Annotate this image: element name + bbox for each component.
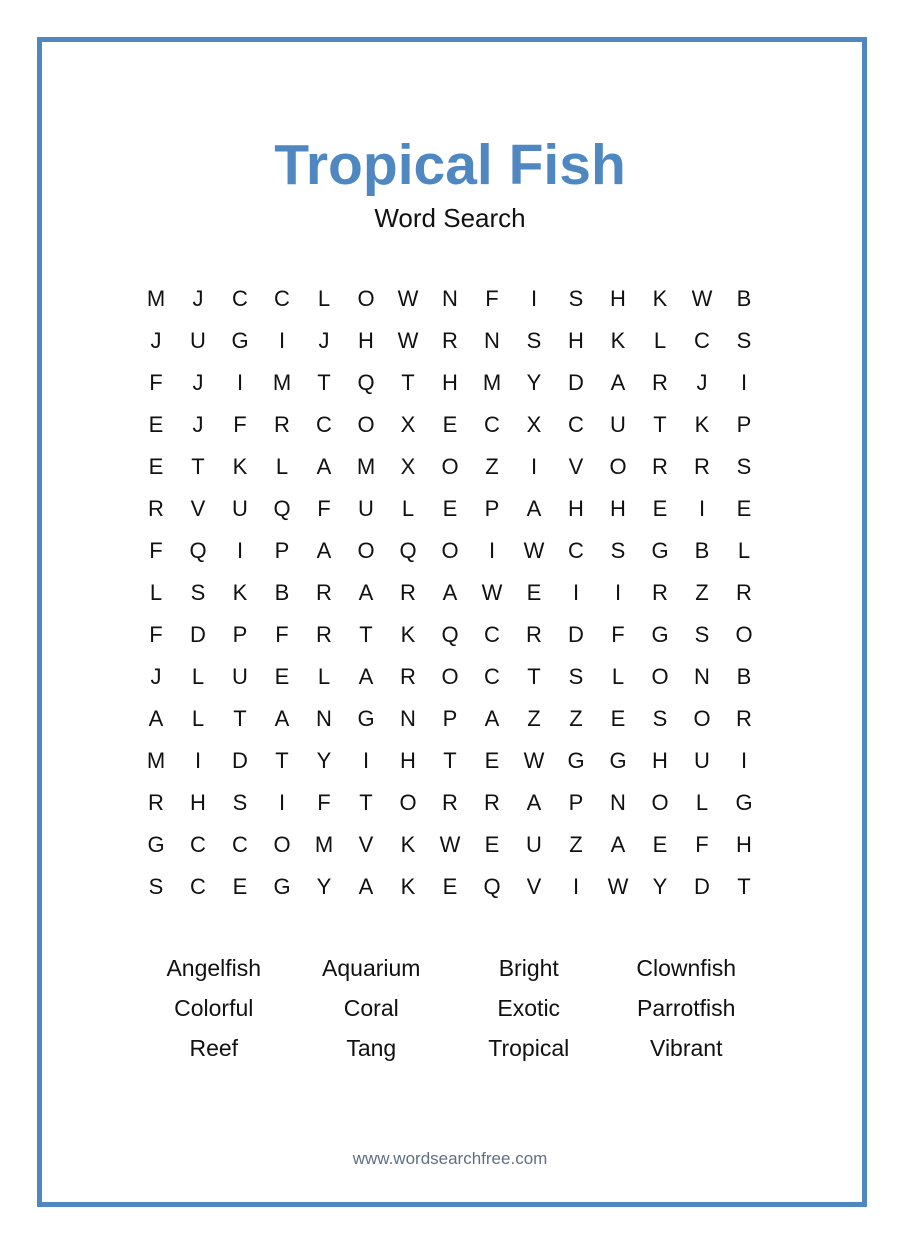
grid-letter: C [568, 412, 584, 437]
grid-letter: D [694, 874, 710, 899]
grid-letter: L [191, 664, 205, 689]
grid-letter: X [400, 412, 416, 437]
grid-letter: C [568, 538, 584, 563]
grid-letter: Y [526, 370, 542, 395]
grid-letter: Q [189, 538, 207, 563]
word-list-item: Vibrant [650, 1034, 723, 1061]
grid-letter: S [568, 664, 584, 689]
grid-letter: Y [316, 874, 332, 899]
grid-letter: C [190, 874, 206, 899]
grid-letter: R [652, 370, 668, 395]
grid-letter: T [233, 706, 247, 731]
grid-letter: T [653, 412, 667, 437]
grid-letter: R [316, 622, 332, 647]
grid-letter: R [652, 580, 668, 605]
grid-letter: Q [441, 622, 459, 647]
grid-letter: A [526, 790, 542, 815]
grid-letter: E [736, 496, 752, 521]
grid-letter: M [272, 370, 292, 395]
grid-letter: O [441, 664, 459, 689]
grid-letter: I [740, 370, 748, 395]
grid-letter: G [651, 622, 669, 647]
grid-letter: A [484, 706, 500, 731]
grid-letter: G [231, 328, 249, 353]
grid-letter: F [149, 622, 163, 647]
grid-letter: H [736, 832, 752, 857]
word-list-item: Angelfish [166, 954, 262, 981]
grid-letter: R [442, 328, 458, 353]
grid-letter: C [484, 622, 500, 647]
grid-letter: C [484, 664, 500, 689]
grid-letter: U [232, 496, 248, 521]
grid-letter: T [191, 454, 205, 479]
grid-letter: W [397, 328, 419, 353]
grid-letter: P [442, 706, 458, 731]
grid-letter: C [274, 286, 290, 311]
grid-letter: R [316, 580, 332, 605]
grid-letter: M [314, 832, 334, 857]
grid-letter: I [236, 370, 244, 395]
grid-letter: B [694, 538, 710, 563]
grid-letter: C [694, 328, 710, 353]
grid-letter: P [736, 412, 752, 437]
grid-letter: K [232, 580, 248, 605]
grid-letter: S [652, 706, 668, 731]
grid-letter: I [194, 748, 202, 773]
grid-letter: U [610, 412, 626, 437]
grid-letter: O [693, 706, 711, 731]
grid-letter: R [148, 790, 164, 815]
grid-letter: E [148, 454, 164, 479]
letter-grid [135, 278, 765, 908]
grid-letter: H [358, 328, 374, 353]
footer-url: www.wordsearchfree.com [352, 1149, 548, 1168]
grid-letter: B [736, 286, 752, 311]
grid-letter: O [651, 664, 669, 689]
grid-letter: S [526, 328, 542, 353]
grid-letter: L [611, 664, 625, 689]
grid-letter: I [236, 538, 244, 563]
word-list-item: Coral [343, 994, 399, 1021]
grid-letter: R [400, 580, 416, 605]
grid-letter: N [694, 664, 710, 689]
grid-letter: H [652, 748, 668, 773]
grid-letter: L [653, 328, 667, 353]
grid-letter: H [400, 748, 416, 773]
grid-letter: H [442, 370, 458, 395]
grid-letter: U [232, 664, 248, 689]
grid-letter: F [149, 538, 163, 563]
grid-letter: E [442, 874, 458, 899]
grid-letter: J [192, 412, 204, 437]
grid-letter: S [610, 538, 626, 563]
grid-letter: E [442, 496, 458, 521]
grid-letter: S [568, 286, 584, 311]
word-list-item: Tang [346, 1034, 397, 1061]
grid-letter: W [481, 580, 503, 605]
word-list-item: Colorful [174, 994, 254, 1021]
grid-letter: E [526, 580, 542, 605]
grid-letter: W [607, 874, 629, 899]
grid-letter: R [736, 706, 752, 731]
page-title: Tropical Fish [274, 133, 626, 197]
grid-letter: E [232, 874, 248, 899]
grid-letter: V [526, 874, 542, 899]
grid-letter: E [652, 496, 668, 521]
grid-letter: O [357, 412, 375, 437]
grid-letter: E [442, 412, 458, 437]
grid-letter: E [148, 412, 164, 437]
grid-letter: Q [357, 370, 375, 395]
grid-letter: G [147, 832, 165, 857]
grid-letter: Z [569, 706, 583, 731]
grid-letter: Y [316, 748, 332, 773]
grid-letter: A [358, 580, 374, 605]
grid-letter: M [482, 370, 502, 395]
grid-letter: I [488, 538, 496, 563]
grid-letter: K [232, 454, 248, 479]
grid-letter: A [358, 874, 374, 899]
grid-letter: A [316, 538, 332, 563]
word-list-item: Reef [189, 1034, 239, 1061]
page-subtitle: Word Search [374, 203, 526, 233]
grid-letter: H [610, 496, 626, 521]
word-list-item: Bright [498, 954, 559, 981]
grid-letter: F [611, 622, 625, 647]
grid-letter: S [694, 622, 710, 647]
grid-letter: G [567, 748, 585, 773]
grid-letter: X [526, 412, 542, 437]
grid-letter: R [484, 790, 500, 815]
grid-letter: N [400, 706, 416, 731]
grid-letter: Q [399, 538, 417, 563]
grid-letter: U [694, 748, 710, 773]
grid-letter: J [150, 328, 162, 353]
grid-letter: D [190, 622, 206, 647]
grid-letter: F [317, 790, 331, 815]
grid-letter: I [572, 580, 580, 605]
grid-letter: C [484, 412, 500, 437]
grid-letter: M [146, 286, 166, 311]
grid-letter: K [652, 286, 668, 311]
grid-letter: K [694, 412, 710, 437]
grid-letter: W [691, 286, 713, 311]
grid-letter: O [399, 790, 417, 815]
grid-letter: Q [273, 496, 291, 521]
grid-letter: T [737, 874, 751, 899]
grid-letter: K [610, 328, 626, 353]
word-list-item: Exotic [497, 994, 561, 1021]
grid-letter: Z [485, 454, 499, 479]
grid-letter: Z [569, 832, 583, 857]
grid-letter: V [190, 496, 206, 521]
grid-letter: T [359, 622, 373, 647]
grid-letter: J [192, 370, 204, 395]
grid-letter: E [484, 832, 500, 857]
grid-letter: O [651, 790, 669, 815]
grid-letter: C [232, 832, 248, 857]
grid-letter: Y [652, 874, 668, 899]
grid-letter: P [232, 622, 248, 647]
grid-letter: J [696, 370, 708, 395]
grid-letter: I [278, 790, 286, 815]
grid-letter: G [273, 874, 291, 899]
grid-letter: P [568, 790, 584, 815]
grid-letter: G [735, 790, 753, 815]
grid-letter: I [362, 748, 370, 773]
grid-letter: A [148, 706, 164, 731]
grid-letter: D [232, 748, 248, 773]
grid-letter: W [523, 748, 545, 773]
grid-letter: X [400, 454, 416, 479]
grid-letter: I [614, 580, 622, 605]
grid-letter: H [568, 328, 584, 353]
grid-letter: G [651, 538, 669, 563]
grid-letter: S [148, 874, 164, 899]
grid-letter: L [275, 454, 289, 479]
grid-letter: L [191, 706, 205, 731]
grid-letter: I [572, 874, 580, 899]
grid-letter: O [735, 622, 753, 647]
grid-letter: D [568, 370, 584, 395]
grid-letter: T [359, 790, 373, 815]
grid-letter: K [400, 874, 416, 899]
grid-letter: W [523, 538, 545, 563]
grid-letter: F [317, 496, 331, 521]
grid-letter: U [526, 832, 542, 857]
word-list-item: Tropical [488, 1034, 570, 1061]
grid-letter: R [652, 454, 668, 479]
grid-letter: M [146, 748, 166, 773]
grid-letter: C [232, 286, 248, 311]
grid-letter: E [484, 748, 500, 773]
grid-letter: I [530, 454, 538, 479]
grid-letter: O [273, 832, 291, 857]
grid-letter: R [442, 790, 458, 815]
grid-letter: F [695, 832, 709, 857]
grid-letter: A [442, 580, 458, 605]
grid-letter: V [568, 454, 584, 479]
grid-letter: L [149, 580, 163, 605]
grid-letter: H [190, 790, 206, 815]
grid-letter: D [568, 622, 584, 647]
grid-letter: S [736, 328, 752, 353]
grid-letter: L [737, 538, 751, 563]
grid-letter: G [609, 748, 627, 773]
grid-letter: T [527, 664, 541, 689]
grid-letter: H [610, 286, 626, 311]
grid-letter: W [439, 832, 461, 857]
grid-letter: R [736, 580, 752, 605]
grid-letter: E [610, 706, 626, 731]
grid-letter: E [652, 832, 668, 857]
grid-letter: U [358, 496, 374, 521]
grid-letter: L [317, 286, 331, 311]
grid-letter: J [318, 328, 330, 353]
grid-letter: C [190, 832, 206, 857]
word-list-item: Clownfish [636, 954, 737, 981]
grid-letter: A [316, 454, 332, 479]
grid-letter: P [274, 538, 290, 563]
grid-letter: P [484, 496, 500, 521]
grid-letter: C [316, 412, 332, 437]
grid-letter: R [694, 454, 710, 479]
grid-letter: O [357, 286, 375, 311]
grid-letter: S [190, 580, 206, 605]
word-list-item: Aquarium [322, 954, 421, 981]
grid-letter: R [526, 622, 542, 647]
grid-letter: I [278, 328, 286, 353]
grid-letter: O [609, 454, 627, 479]
grid-letter: T [401, 370, 415, 395]
grid-letter: T [275, 748, 289, 773]
grid-letter: U [190, 328, 206, 353]
grid-letter: L [695, 790, 709, 815]
grid-letter: Z [695, 580, 709, 605]
grid-letter: N [610, 790, 626, 815]
grid-letter: F [485, 286, 499, 311]
grid-letter: B [736, 664, 752, 689]
grid-letter: A [358, 664, 374, 689]
grid-letter: K [400, 622, 416, 647]
grid-letter: A [610, 370, 626, 395]
grid-letter: R [274, 412, 290, 437]
grid-letter: L [401, 496, 415, 521]
grid-letter: I [740, 748, 748, 773]
grid-letter: M [356, 454, 376, 479]
grid-letter: N [316, 706, 332, 731]
grid-letter: O [441, 538, 459, 563]
grid-letter: N [442, 286, 458, 311]
grid-letter: R [148, 496, 164, 521]
grid-letter: V [358, 832, 374, 857]
grid-letter: F [233, 412, 247, 437]
grid-letter: Q [483, 874, 501, 899]
grid-letter: S [232, 790, 248, 815]
grid-letter: A [526, 496, 542, 521]
grid-letter: A [610, 832, 626, 857]
grid-letter: T [317, 370, 331, 395]
grid-letter: L [317, 664, 331, 689]
grid-letter: T [443, 748, 457, 773]
word-list-item: Parrotfish [637, 994, 736, 1021]
grid-letter: O [357, 538, 375, 563]
grid-letter: E [274, 664, 290, 689]
grid-letter: N [484, 328, 500, 353]
grid-letter: S [736, 454, 752, 479]
grid-letter: I [698, 496, 706, 521]
grid-letter: J [150, 664, 162, 689]
grid-letter: W [397, 286, 419, 311]
grid-letter: R [400, 664, 416, 689]
grid-letter: Z [527, 706, 541, 731]
grid-letter: G [357, 706, 375, 731]
grid-letter: J [192, 286, 204, 311]
grid-letter: A [274, 706, 290, 731]
grid-letter: K [400, 832, 416, 857]
grid-letter: F [149, 370, 163, 395]
grid-letter: I [530, 286, 538, 311]
grid-letter: H [568, 496, 584, 521]
word-list [135, 948, 765, 1068]
grid-letter: F [275, 622, 289, 647]
grid-letter: B [274, 580, 290, 605]
grid-letter: O [441, 454, 459, 479]
